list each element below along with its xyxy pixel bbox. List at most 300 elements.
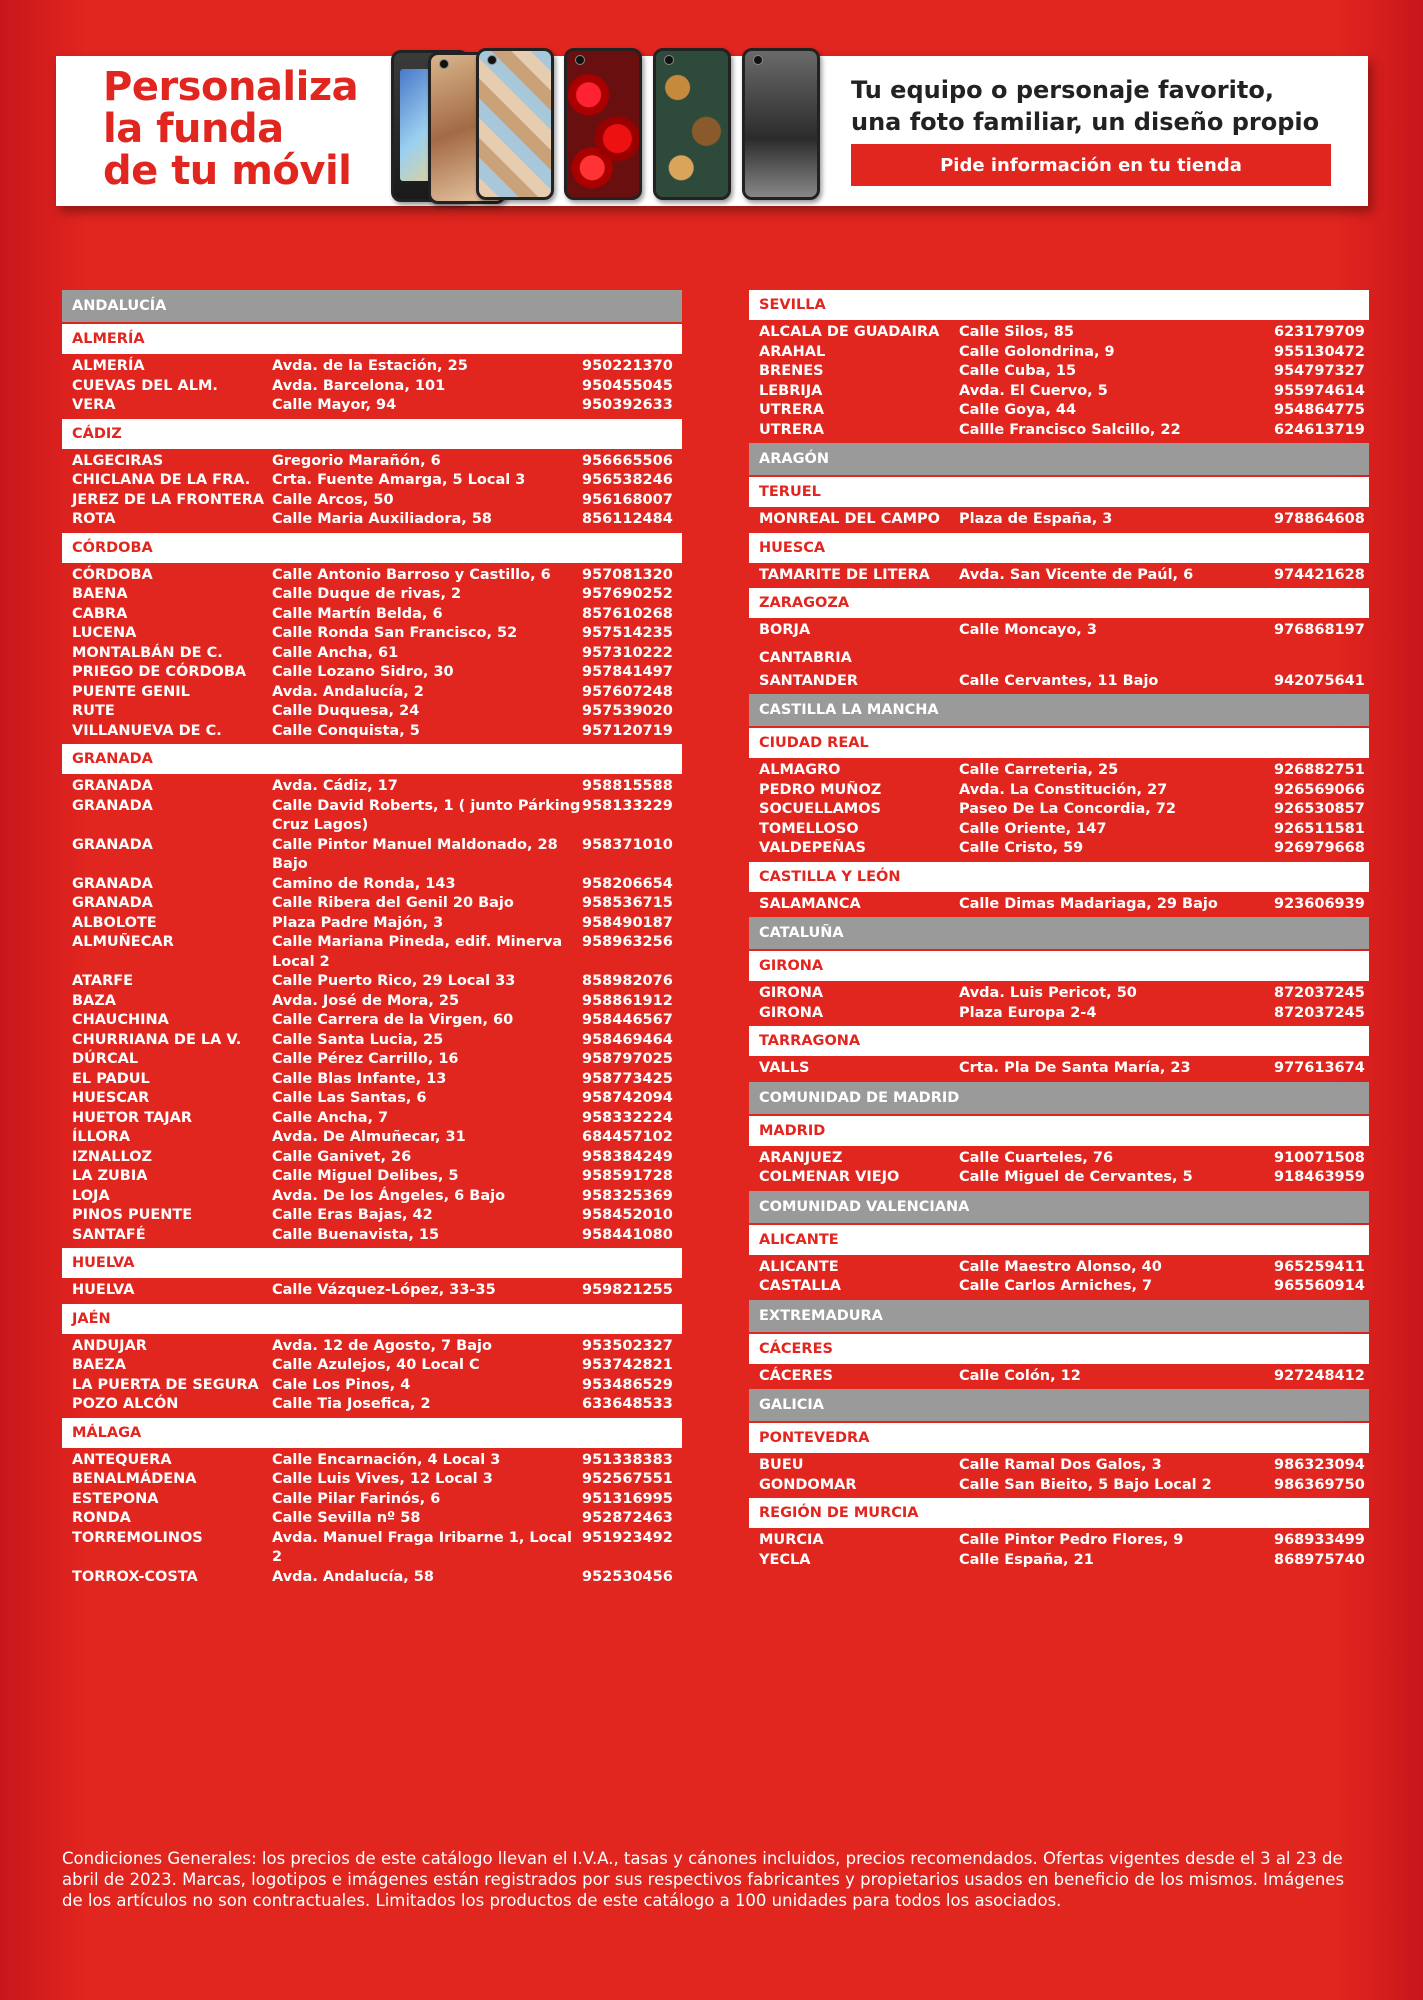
store-address: Avda. José de Mora, 25: [272, 992, 460, 1009]
store-city: GRANADA: [72, 797, 153, 814]
store-address: Calle Luis Vives, 12 Local 3: [272, 1471, 493, 1487]
store-city: LA ZUBIA: [72, 1168, 148, 1184]
store-address: Calle Pintor Manuel Maldonado, 28 Bajo: [272, 836, 558, 872]
store-row: [62, 1509, 682, 1529]
store-address: Avda. Andalucía, 58: [272, 1568, 434, 1585]
store-city: RONDA: [72, 1510, 131, 1526]
store-phone: 956168007: [582, 491, 673, 508]
store-phone: 950455045: [582, 377, 673, 394]
store-city: GRANADA: [72, 778, 153, 794]
store-row: [62, 702, 682, 722]
province-header: CASTILLA Y LEÓN: [749, 862, 1369, 892]
store-row: [62, 972, 682, 992]
store-address: Plaza Europa 2-4: [959, 1004, 1097, 1021]
phone-case-image: [476, 48, 554, 200]
store-row: [62, 1011, 682, 1031]
store-address: Calle Maestro Alonso, 40: [959, 1258, 1162, 1275]
store-phone: 926511581: [1274, 820, 1365, 837]
province-header: MÁLAGA: [62, 1418, 682, 1448]
store-row: [62, 1490, 682, 1510]
store-address: Calle Dimas Madariaga, 29 Bajo: [959, 895, 1218, 912]
store-address: Avda. De Almuñecar, 31: [272, 1129, 466, 1145]
store-phone: 624613719: [1274, 421, 1365, 438]
store-address: Calle Conquista, 5: [272, 722, 420, 739]
province-header: JAÉN: [62, 1304, 682, 1334]
store-address: Calle David Roberts, 1 ( junto Párking Cruz Lagos): [272, 797, 581, 833]
banner-tagline: Tu equipo o personaje favorito, una foto familiar, un diseño propio: [851, 76, 1320, 136]
store-phone: 958861912: [582, 992, 673, 1009]
store-address: Camino de Ronda, 143: [272, 875, 456, 892]
store-phone: 958742094: [582, 1090, 673, 1106]
store-phone: 950221370: [582, 358, 673, 374]
store-address: Calle Cervantes, 11 Bajo: [959, 672, 1159, 689]
store-city: SOCUELLAMOS: [759, 801, 881, 817]
store-city: CHICLANA DE LA FRA.: [72, 472, 251, 488]
store-phone: 951338383: [582, 1451, 673, 1468]
store-city: HUETOR TAJAR: [72, 1109, 193, 1126]
store-address: Crta. Fuente Amarga, 5 Local 3: [272, 472, 526, 488]
store-phone: 953502327: [582, 1337, 673, 1354]
store-row: [749, 382, 1369, 402]
store-row: [62, 894, 682, 914]
region-header: ANDALUCÍA: [62, 290, 682, 322]
store-phone: 868975740: [1274, 1551, 1365, 1568]
store-row: [62, 377, 682, 397]
store-city: ALCALA DE GUADAIRA: [759, 324, 940, 340]
store-address: Calle Cuba, 15: [959, 363, 1077, 379]
store-row: [62, 1089, 682, 1109]
store-address: Calle Buenavista, 15: [272, 1226, 440, 1243]
store-list-right: [749, 290, 1369, 1573]
store-city: GONDOMAR: [759, 1476, 857, 1493]
store-phone: 959821255: [582, 1282, 673, 1298]
store-city: SANTANDER: [759, 672, 859, 689]
store-address: Calle Colón, 12: [959, 1367, 1081, 1384]
store-row: [62, 452, 682, 472]
store-row: [749, 1168, 1369, 1188]
store-row: [62, 1031, 682, 1051]
store-phone: 942075641: [1274, 672, 1365, 689]
store-phone: 926569066: [1274, 781, 1365, 798]
store-address: Calle Arcos, 50: [272, 491, 394, 508]
store-row: [749, 566, 1369, 586]
store-phone: 953486529: [582, 1376, 673, 1393]
store-city: POZO ALCÓN: [72, 1396, 179, 1412]
store-phone: 958797025: [582, 1051, 673, 1067]
store-phone: 976868197: [1274, 622, 1365, 638]
store-row: [62, 1356, 682, 1376]
store-address: Calle San Bieito, 5 Bajo Local 2: [959, 1476, 1212, 1493]
store-city: VERA: [72, 397, 116, 413]
store-city: GRANADA: [72, 895, 153, 911]
store-city: ROTA: [72, 511, 116, 527]
store-address: Calle Santa Lucia, 25: [272, 1031, 444, 1048]
store-phone: 926530857: [1274, 801, 1365, 817]
province-header: TERUEL: [749, 477, 1369, 507]
store-address: Calle Cristo, 59: [959, 840, 1084, 856]
store-city: VALLS: [759, 1060, 810, 1076]
store-address: Calle Tia Josefica, 2: [272, 1396, 431, 1412]
store-phone: 954797327: [1274, 363, 1365, 379]
store-row: [62, 1128, 682, 1148]
store-city: BAENA: [72, 586, 128, 602]
store-city: BENALMÁDENA: [72, 1471, 197, 1487]
province-header: ALICANTE: [749, 1225, 1369, 1255]
province-header: TARRAGONA: [749, 1026, 1369, 1056]
store-city: CÓRDOBA: [72, 566, 153, 583]
store-row: [749, 1004, 1369, 1024]
store-address: Calle Ancha, 7: [272, 1109, 389, 1126]
store-row: [62, 1376, 682, 1396]
store-phone: 957539020: [582, 703, 673, 719]
store-address: Plaza de España, 3: [959, 511, 1113, 527]
store-phone: 926979668: [1274, 840, 1365, 856]
store-address: Calle Miguel de Cervantes, 5: [959, 1169, 1193, 1185]
banner-title: Personaliza la funda de tu móvil: [103, 64, 359, 194]
store-city: ALMUÑECAR: [72, 934, 174, 950]
store-row: [749, 401, 1369, 421]
store-address: Avda. Manuel Fraga Iribarne 1, Local 2: [272, 1529, 572, 1565]
region-header: EXTREMADURA: [749, 1300, 1369, 1332]
store-row: [749, 820, 1369, 840]
store-address: Calle Ancha, 61: [272, 644, 399, 661]
phone-case-image: [564, 48, 642, 200]
province-header: CÓRDOBA: [62, 533, 682, 563]
store-city: UTRERA: [759, 421, 825, 438]
province-header: CÁDIZ: [62, 419, 682, 449]
store-address: Gregorio Marañón, 6: [272, 452, 441, 469]
store-city: EL PADUL: [72, 1070, 150, 1087]
store-city: YECLA: [759, 1551, 811, 1568]
store-address: Calle Sevilla nº 58: [272, 1510, 421, 1526]
store-phone: 954864775: [1274, 402, 1365, 418]
store-phone: 926882751: [1274, 762, 1365, 778]
store-city: BUEU: [759, 1457, 804, 1473]
store-city: ANTEQUERA: [72, 1451, 172, 1468]
store-city: ESTEPONA: [72, 1490, 159, 1507]
store-address: Calle Carreteria, 25: [959, 762, 1119, 778]
store-phone: 958332224: [582, 1109, 673, 1126]
store-city: PRIEGO DE CÓRDOBA: [72, 664, 247, 680]
store-row: [62, 1187, 682, 1207]
store-row: [62, 1337, 682, 1357]
store-address: Plaza Padre Majón, 3: [272, 914, 444, 931]
province-header: GIRONA: [749, 951, 1369, 981]
store-city: CÁCERES: [759, 1367, 833, 1384]
store-row: [62, 396, 682, 416]
store-city: HUESCAR: [72, 1090, 150, 1106]
store-address: Calle Puerto Rico, 29 Local 33: [272, 973, 516, 989]
store-phone: 956538246: [582, 472, 673, 488]
store-city: CHURRIANA DE LA V.: [72, 1031, 242, 1048]
store-city: COLMENAR VIEJO: [759, 1169, 900, 1185]
store-city: PINOS PUENTE: [72, 1207, 193, 1223]
store-phone: 858982076: [582, 973, 673, 989]
store-phone: 986323094: [1274, 1457, 1365, 1473]
store-address: Calle Encarnación, 4 Local 3: [272, 1451, 501, 1468]
province-header: ZARAGOZA: [749, 588, 1369, 618]
store-city: VILLANUEVA DE C.: [72, 722, 222, 739]
store-phone: 951316995: [582, 1490, 673, 1507]
region-header: CATALUÑA: [749, 917, 1369, 949]
store-city: JEREZ DE LA FRONTERA: [72, 491, 265, 508]
store-address: Calle Antonio Barroso y Castillo, 6: [272, 566, 551, 583]
region-header: CASTILLA LA MANCHA: [749, 694, 1369, 726]
store-phone: 978864608: [1274, 511, 1365, 527]
store-row: [62, 1568, 682, 1588]
store-city: GIRONA: [759, 985, 824, 1001]
store-address: Calle Duque de rivas, 2: [272, 586, 462, 602]
store-address: Calle Ribera del Genil 20 Bajo: [272, 895, 514, 911]
store-city: GRANADA: [72, 875, 153, 892]
store-city: RUTE: [72, 703, 115, 719]
store-row: [749, 1059, 1369, 1079]
store-city: ATARFE: [72, 973, 134, 989]
general-conditions: Condiciones Generales: los precios de este catálogo llevan el I.V.A., tasas y cánones incluidos, precios recomendados. Ofertas vigentes desde el 3 al 23 de abril de 2023. Marcas, logotipos e imágenes están registrados por sus respectivos fabricantes y propietarios usados en beneficio de los mismos. Imágenes de los artículos no son contractuales. Limitados los productos de este catálogo a 100 unidades para todos los asociados.: [62, 1849, 1345, 1910]
store-address: Calle Duquesa, 24: [272, 703, 420, 719]
province-header: PONTEVEDRA: [749, 1423, 1369, 1453]
store-phone: 955130472: [1274, 343, 1365, 360]
province-header: ALMERÍA: [62, 324, 682, 354]
store-city: ALMAGRO: [759, 762, 841, 778]
store-city: LA PUERTA DE SEGURA: [72, 1376, 259, 1393]
store-row: [749, 1456, 1369, 1476]
store-phone: 923606939: [1274, 895, 1365, 912]
store-city: ARANJUEZ: [759, 1149, 843, 1166]
store-row: [62, 605, 682, 625]
store-row: [749, 672, 1369, 692]
store-row: [749, 1531, 1369, 1551]
store-address: Calle Moncayo, 3: [959, 622, 1097, 638]
store-row: [749, 1367, 1369, 1387]
store-phone: 952872463: [582, 1510, 673, 1526]
store-city: LOJA: [72, 1187, 110, 1204]
store-row: [749, 1551, 1369, 1571]
store-city: ALBOLOTE: [72, 914, 157, 931]
store-address: Avda. de la Estación, 25: [272, 358, 468, 374]
province-header: REGIÓN DE MURCIA: [749, 1498, 1369, 1528]
store-address: Paseo De La Concordia, 72: [959, 801, 1176, 817]
store-city: CABRA: [72, 605, 128, 622]
store-address: Calle Carlos Arniches, 7: [959, 1278, 1153, 1294]
store-address: Avda. Cádiz, 17: [272, 778, 398, 794]
store-row: [62, 1109, 682, 1129]
phone-case-image: [742, 48, 820, 200]
store-row: [62, 722, 682, 742]
store-phone: 958490187: [582, 914, 673, 931]
store-row: [62, 1206, 682, 1226]
store-phone: 958815588: [582, 778, 673, 794]
store-phone: 958591728: [582, 1168, 673, 1184]
region-label: CANTABRIA: [759, 649, 852, 666]
store-row: [749, 323, 1369, 343]
store-address: Avda. Barcelona, 101: [272, 377, 446, 394]
store-row: [62, 683, 682, 703]
store-address: Calle Ganivet, 26: [272, 1148, 412, 1165]
store-address: Avda. El Cuervo, 5: [959, 382, 1108, 399]
store-row: [749, 1277, 1369, 1297]
store-city: MONTALBÁN DE C.: [72, 644, 223, 661]
store-address: Calle Pilar Farinós, 6: [272, 1490, 441, 1507]
store-row: [62, 1395, 682, 1415]
region-header: COMUNIDAD VALENCIANA: [749, 1191, 1369, 1223]
store-phone: 957310222: [582, 644, 673, 661]
store-address: Calle Golondrina, 9: [959, 343, 1115, 360]
store-row: [749, 984, 1369, 1004]
store-phone: 958384249: [582, 1148, 673, 1165]
province-header: CÁCERES: [749, 1334, 1369, 1364]
store-row: [62, 914, 682, 934]
store-row: [749, 1476, 1369, 1496]
store-phone: 957514235: [582, 625, 673, 641]
store-address: Calle España, 21: [959, 1551, 1094, 1568]
store-city: TORREMOLINOS: [72, 1529, 203, 1546]
store-city: LUCENA: [72, 625, 137, 641]
store-phone: 856112484: [582, 511, 673, 527]
store-address: Calle Ronda San Francisco, 52: [272, 625, 518, 641]
store-phone: 958452010: [582, 1207, 673, 1223]
store-row: [62, 624, 682, 644]
store-phone: 965560914: [1274, 1278, 1365, 1294]
store-phone: 957607248: [582, 683, 673, 700]
store-city: IZNALLOZ: [72, 1148, 153, 1165]
store-phone: 958325369: [582, 1187, 673, 1204]
store-row: [62, 585, 682, 605]
store-phone: 977613674: [1274, 1060, 1365, 1076]
store-city: CHAUCHINA: [72, 1012, 169, 1028]
promo-banner: [56, 56, 1368, 206]
store-city: PUENTE GENIL: [72, 683, 190, 700]
store-phone: 968933499: [1274, 1532, 1365, 1548]
store-phone: 958963256: [582, 934, 673, 950]
store-row: [62, 566, 682, 586]
store-address: Calle Carrera de la Virgen, 60: [272, 1012, 514, 1028]
info-cta-bar: Pide información en tu tienda: [851, 144, 1331, 186]
store-address: Calle Mayor, 94: [272, 397, 397, 413]
store-row: [62, 1050, 682, 1070]
store-row: [62, 992, 682, 1012]
store-city: UTRERA: [759, 402, 825, 418]
store-city: LEBRIJA: [759, 382, 823, 399]
region-header: ARAGÓN: [749, 443, 1369, 475]
store-row: [749, 362, 1369, 382]
store-row: [62, 875, 682, 895]
store-row: [62, 1070, 682, 1090]
store-address: Callle Francisco Salcillo, 22: [959, 421, 1181, 438]
store-phone: 974421628: [1274, 566, 1365, 583]
province-header: MADRID: [749, 1116, 1369, 1146]
store-row: [62, 1281, 682, 1301]
store-phone: 952567551: [582, 1471, 673, 1487]
store-row: [62, 1226, 682, 1246]
store-phone: 958133229: [582, 797, 673, 814]
store-row: [62, 933, 682, 972]
store-city: MURCIA: [759, 1532, 824, 1548]
store-address: Calle Pintor Pedro Flores, 9: [959, 1532, 1184, 1548]
store-address: Calle Martín Belda, 6: [272, 605, 443, 622]
store-row: [62, 357, 682, 377]
store-address: Calle Miguel Delibes, 5: [272, 1168, 459, 1184]
store-city: ÍLLORA: [72, 1129, 131, 1145]
store-phone: 927248412: [1274, 1367, 1365, 1384]
store-row: [749, 1258, 1369, 1278]
store-address: Cale Los Pinos, 4: [272, 1376, 411, 1393]
store-city: SALAMANCA: [759, 895, 861, 912]
store-city: GRANADA: [72, 836, 153, 853]
region-header: GALICIA: [749, 1389, 1369, 1421]
store-address: Calle Maria Auxiliadora, 58: [272, 511, 493, 527]
store-city: GIRONA: [759, 1004, 824, 1021]
store-phone: 965259411: [1274, 1258, 1365, 1275]
store-row: [62, 1470, 682, 1490]
store-phone: 952530456: [582, 1568, 673, 1585]
store-address: Calle Mariana Pineda, edif. Minerva Local 2: [272, 934, 563, 970]
store-city: CUEVAS DEL ALM.: [72, 377, 218, 394]
store-phone: 958469464: [582, 1031, 673, 1048]
store-address: Avda. La Constitución, 27: [959, 781, 1168, 798]
store-city: HUELVA: [72, 1282, 135, 1298]
region-header: COMUNIDAD DE MADRID: [749, 1082, 1369, 1114]
store-phone: 957841497: [582, 664, 673, 680]
province-header: HUELVA: [62, 1248, 682, 1278]
store-phone: 872037245: [1274, 1004, 1365, 1021]
store-city: MONREAL DEL CAMPO: [759, 511, 940, 527]
store-city: BAZA: [72, 992, 117, 1009]
store-phone: 623179709: [1274, 324, 1365, 340]
store-row: [62, 663, 682, 683]
store-row: [749, 343, 1369, 363]
store-row: [62, 1529, 682, 1568]
store-row: [749, 421, 1369, 441]
store-row: [62, 836, 682, 875]
store-row: [749, 781, 1369, 801]
store-address: Calle Oriente, 147: [959, 820, 1107, 837]
store-row: [749, 621, 1369, 641]
store-city: TORROX-COSTA: [72, 1568, 198, 1585]
store-row: [749, 761, 1369, 781]
store-row: [62, 777, 682, 797]
store-row: [749, 1149, 1369, 1169]
store-address: Avda. 12 de Agosto, 7 Bajo: [272, 1337, 492, 1354]
store-phone: 957120719: [582, 722, 673, 739]
province-header: HUESCA: [749, 533, 1369, 563]
store-address: Calle Pérez Carrillo, 16: [272, 1051, 459, 1067]
store-city: ANDUJAR: [72, 1337, 147, 1354]
store-address: Avda. De los Ángeles, 6 Bajo: [272, 1187, 506, 1204]
store-phone: 918463959: [1274, 1169, 1365, 1185]
store-list-left: [62, 290, 682, 1590]
province-header: SEVILLA: [749, 290, 1369, 320]
store-phone: 955974614: [1274, 382, 1365, 399]
province-header: CIUDAD REAL: [749, 728, 1369, 758]
store-city: VALDEPEÑAS: [759, 840, 866, 856]
store-row: [62, 491, 682, 511]
store-city: BRENES: [759, 363, 824, 379]
store-row: [749, 800, 1369, 820]
store-address: Crta. Pla De Santa María, 23: [959, 1060, 1191, 1076]
store-address: Avda. Luis Pericot, 50: [959, 985, 1137, 1001]
store-city: DÚRCAL: [72, 1051, 139, 1067]
store-row: [749, 839, 1369, 859]
store-address: Calle Cuarteles, 76: [959, 1149, 1114, 1166]
store-address: Calle Azulejos, 40 Local C: [272, 1357, 480, 1373]
store-phone: 956665506: [582, 452, 673, 469]
store-phone: 684457102: [582, 1129, 673, 1145]
store-phone: 958773425: [582, 1070, 673, 1087]
store-address: Avda. San Vicente de Paúl, 6: [959, 566, 1194, 583]
store-city: ALGECIRAS: [72, 452, 164, 469]
store-city: BAEZA: [72, 1357, 126, 1373]
